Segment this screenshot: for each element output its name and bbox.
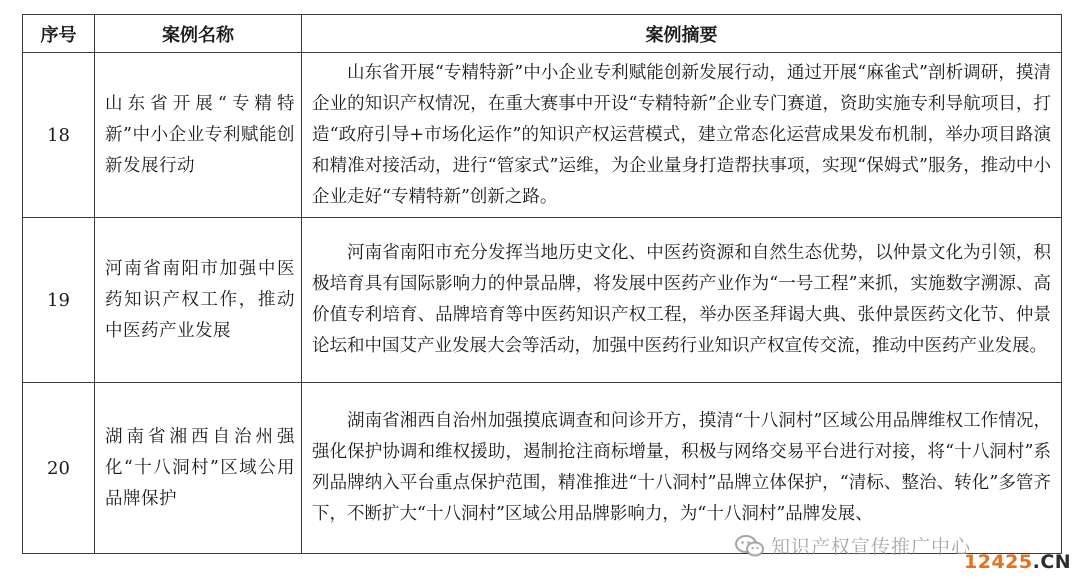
case-number: 20 xyxy=(23,383,95,554)
header-summary: 案例摘要 xyxy=(302,15,1062,53)
site-logo-main: 12425 xyxy=(964,551,1033,573)
case-summary-text: 河南省南阳市充分发挥当地历史文化、中医药资源和自然生态优势，以仲景文化为引领，积极培育具有国际影响力的仲景品牌，将发展中医药产业作为“一号工程”来抓，实施数字溯源、高价值专利培育、品牌培育等中医药知识产权工程，举办医圣拜谒大典、张仲景医药文化节、仲景论坛和中国艾产业发展大会等活动，加强中医药行业知识产权宣传交流，推动中医药产业发展。 xyxy=(312,243,1051,356)
case-summary-text: 湖南省湘西自治州加强摸底调查和问诊开方，摸清“十八洞村”区域公用品牌维权工作情况，强化保护协调和维权援助，遏制抢注商标增量，积极与网络交易平台进行对接，将“十八洞村”系列品牌纳入平台重点保护范围，精准推进“十八洞村”品牌立体保护，“清标、整治、转化”多管齐下，不断扩大“十八洞村”区域公用品牌影响力，为“十八洞村”品牌发展、 xyxy=(312,411,1051,524)
case-name: 湖南省湘西自治州强化“十八洞村”区域公用品牌保护 xyxy=(95,383,302,554)
case-number: 18 xyxy=(23,53,95,218)
header-row xyxy=(23,15,1062,53)
case-summary xyxy=(302,53,1062,218)
header-no: 序号 xyxy=(23,15,95,53)
case-summary xyxy=(302,218,1062,383)
case-summary-text: 山东省开展“专精特新”中小企业专利赋能创新发展行动，通过开展“麻雀式”剖析调研，摸清企业的知识产权情况，在重大赛事中开设“专精特新”企业专门赛道，资助实施专利导航项目，打造“政府引导+市场化运作”的知识产权运营模式，建立常态化运营成果发布机制，举办项目路演和精准对接活动，进行“管家式”运维，为企业量身打造帮扶事项，实现“保姆式”服务，推动中小企业走好“专精特新”创新之路。 xyxy=(312,62,1051,207)
watermark xyxy=(735,532,971,559)
case-summary xyxy=(302,383,1062,554)
case-name: 河南省南阳市加强中医药知识产权工作，推动中医药产业发展 xyxy=(95,218,302,383)
table-row xyxy=(23,218,1062,383)
header-name: 案例名称 xyxy=(95,15,302,53)
table-row xyxy=(23,383,1062,554)
table-row xyxy=(23,53,1062,218)
site-logo xyxy=(964,551,1071,573)
wechat-icon xyxy=(735,534,765,558)
site-logo-suffix: .CN xyxy=(1032,551,1072,573)
case-number: 19 xyxy=(23,218,95,383)
case-table xyxy=(22,14,1062,554)
case-name: 山东省开展“专精特新”中小企业专利赋能创新发展行动 xyxy=(95,53,302,218)
watermark-text: 知识产权宣传推广中心 xyxy=(771,536,972,558)
